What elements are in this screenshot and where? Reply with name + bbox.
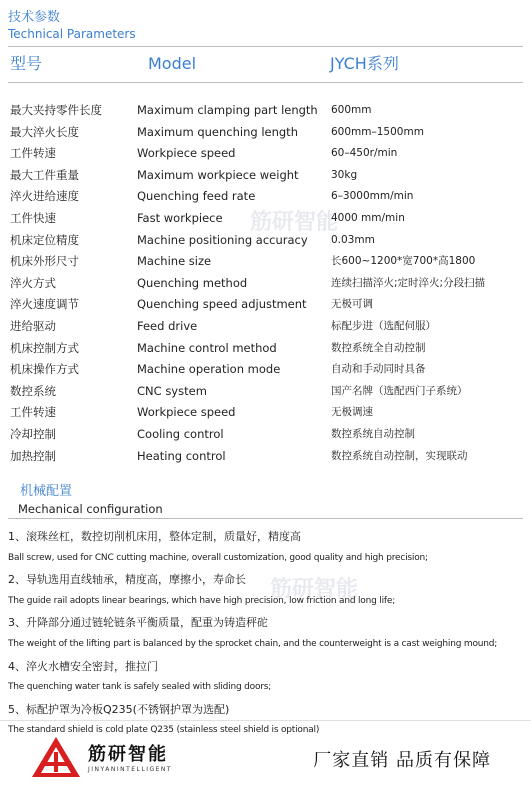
spec-row <box>0 446 531 468</box>
spec-label-en: Maximum workpiece weight <box>137 167 299 182</box>
spec-label-cn: 加热控制 <box>10 448 56 463</box>
spec-table <box>0 100 531 467</box>
header-divider-bottom <box>8 82 523 83</box>
spec-row <box>0 359 531 381</box>
spec-value: 自动和手动同时具备 <box>331 363 426 376</box>
spec-label-cn: 冷却控制 <box>10 426 56 441</box>
spec-label-cn: 淬火进给速度 <box>10 189 79 204</box>
spec-row <box>0 402 531 424</box>
header-col-series: JYCH系列 <box>330 54 399 73</box>
spec-value: 无极调速 <box>331 406 373 419</box>
spec-label-cn: 最大夹持零件长度 <box>10 103 102 117</box>
spec-value: 国产名牌（选配西门子系统） <box>331 384 468 397</box>
spec-label-cn: 最大淬火长度 <box>10 124 79 139</box>
technical-title-cn: 技术参数 <box>8 10 61 25</box>
spec-value: 4000 mm/min <box>331 211 405 224</box>
spec-row <box>0 143 531 165</box>
spec-label-cn: 淬火速度调节 <box>10 297 79 312</box>
spec-row <box>0 338 531 360</box>
config-item-en: The quenching water tank is safely sealed with sliding doors; <box>8 682 272 693</box>
spec-label-en: Machine operation mode <box>137 362 281 377</box>
spec-label-cn: 机床操作方式 <box>10 362 79 377</box>
spec-label-en: CNC system <box>137 383 207 398</box>
config-item-en: The weight of the lifting part is balanced by the sprocket chain, and the counterweight is a cast weighing mound; <box>8 638 498 649</box>
config-item-en: The guide rail adopts linear bearings, which have high precision, low friction and long life; <box>8 595 396 606</box>
spec-value: 30kg <box>331 168 358 181</box>
spec-value: 长600~1200*宽700*高1800 <box>331 255 476 268</box>
spec-label-cn: 机床定位精度 <box>10 232 79 247</box>
spec-row <box>0 424 531 446</box>
spec-row <box>0 230 531 252</box>
spec-label-en: Cooling control <box>137 426 224 441</box>
config-item-cn: 5、标配护罩为冷板Q235(不锈钢护罩为选配) <box>8 702 230 716</box>
spec-label-en: Maximum clamping part length <box>137 103 318 117</box>
config-item-en: The standard shield is cold plate Q235 (stainless steel shield is optional) <box>8 725 320 736</box>
footer <box>0 720 531 800</box>
spec-value: 600mm–1500mm <box>331 125 424 138</box>
spec-label-cn: 淬火方式 <box>10 275 56 290</box>
spec-row <box>0 100 531 122</box>
header-col-model-cn: 型号 <box>10 54 43 73</box>
spec-row <box>0 122 531 144</box>
spec-label-en: Heating control <box>137 448 226 463</box>
spec-label-cn: 工件转速 <box>10 405 56 420</box>
spec-label-en: Quenching feed rate <box>137 189 256 204</box>
spec-label-en: Machine size <box>137 254 212 269</box>
mechanical-title-cn: 机械配置 <box>20 484 73 499</box>
spec-row <box>0 165 531 187</box>
spec-label-en: Maximum quenching length <box>137 124 298 139</box>
footer-slogan: 厂家直销 品质有保障 <box>313 750 491 771</box>
spec-value: 0.03mm <box>331 233 375 246</box>
spec-label-en: Workpiece speed <box>137 146 236 161</box>
spec-label-cn: 工件快速 <box>10 210 56 225</box>
spec-label-en: Feed drive <box>137 318 198 333</box>
spec-value: 数控系统全自动控制 <box>331 341 426 354</box>
brand-name-en: JINYANINTELLIGENT <box>88 766 173 773</box>
spec-row <box>0 273 531 295</box>
header-col-model-en: Model <box>148 54 197 73</box>
spec-label-en: Workpiece speed <box>137 405 236 420</box>
spec-label-cn: 数控系统 <box>10 383 56 398</box>
spec-value: 数控系统自动控制 <box>331 427 415 440</box>
brand-logo-icon <box>30 735 82 783</box>
watermark-bottom: 筋研智能 <box>270 577 359 602</box>
spec-value: 标配步进（选配伺服） <box>331 319 436 332</box>
spec-label-en: Quenching method <box>137 275 248 290</box>
spec-label-cn: 进给驱动 <box>10 318 56 333</box>
mechanical-section-header <box>20 484 163 518</box>
spec-value: 6–3000mm/min <box>331 190 414 203</box>
spec-value: 数控系统自动控制，实现联动 <box>331 449 468 462</box>
spec-row <box>0 251 531 273</box>
spec-value: 连续扫描淬火;定时淬火;分段扫描 <box>331 276 486 289</box>
spec-row <box>0 208 531 230</box>
spec-value: 无极可调 <box>331 298 373 311</box>
spec-label-cn: 最大工件重量 <box>10 167 79 182</box>
brand-name: 筋研智能 <box>88 744 168 765</box>
watermark-top: 筋研智能 <box>250 210 339 235</box>
spec-row <box>0 294 531 316</box>
mechanical-title-en: Mechanical configuration <box>18 502 163 516</box>
config-item-cn: 4、淬火水槽安全密封，推拉门 <box>8 659 158 673</box>
spec-label-en: Fast workpiece <box>137 210 223 225</box>
technical-section-header <box>8 10 136 42</box>
spec-label-cn: 机床外形尺寸 <box>10 254 79 269</box>
header-divider-top <box>8 46 523 47</box>
spec-value: 60–450r/min <box>331 147 398 160</box>
spec-label-cn: 机床控制方式 <box>10 340 79 355</box>
spec-label-en: Machine control method <box>137 340 277 355</box>
config-item-cn: 3、升降部分通过链轮链条平衡质量，配重为铸造秤砣 <box>8 616 268 630</box>
config-item-en: Ball screw, used for CNC cutting machine, overall customization, good quality and high precision; <box>8 552 428 563</box>
mechanical-list <box>8 526 523 742</box>
config-item-cn: 1、滚珠丝杠，数控切削机床用，整体定制，质量好，精度高 <box>8 530 301 543</box>
spec-label-en: Machine positioning accuracy <box>137 232 308 247</box>
spec-label-en: Quenching speed adjustment <box>137 297 307 312</box>
config-item-cn: 2、导轨选用直线轴承，精度高，摩擦小，寿命长 <box>8 573 246 587</box>
spec-row <box>0 381 531 403</box>
technical-title-en: Technical Parameters <box>8 27 136 41</box>
spec-row <box>0 316 531 338</box>
spec-row <box>0 186 531 208</box>
spec-label-cn: 工件转速 <box>10 146 56 161</box>
spec-value: 600mm <box>331 104 372 116</box>
mechanical-divider <box>8 518 523 519</box>
